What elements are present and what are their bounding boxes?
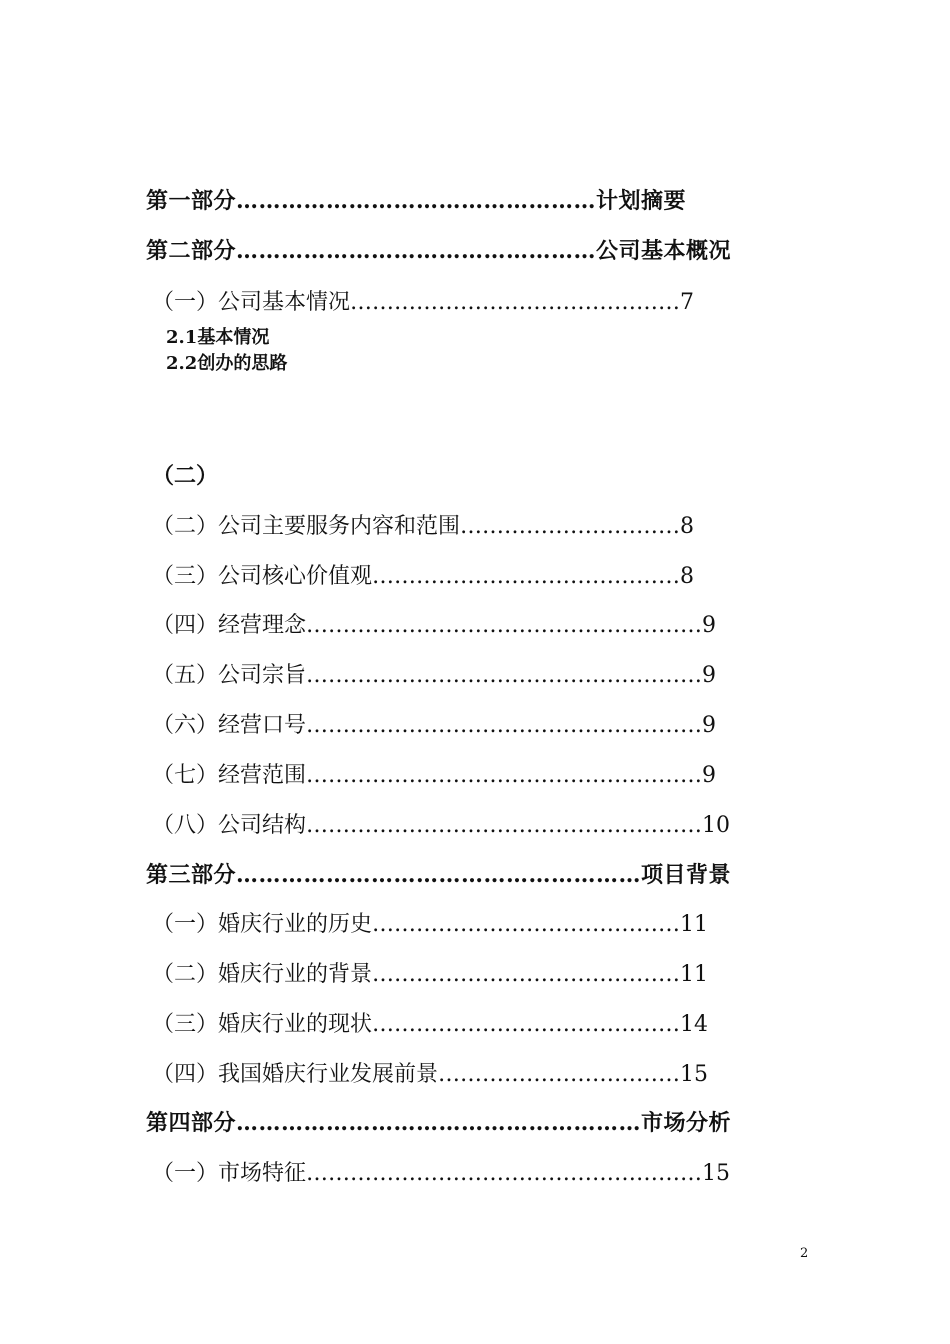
toc-subentry: 2.1基本情况 — [166, 327, 270, 348]
page-number: 2 — [800, 1246, 809, 1261]
toc-entry: （二）婚庆行业的背景……………………………………11 — [152, 962, 708, 987]
toc-entry: （四）我国婚庆行业发展前景……………………………15 — [152, 1062, 708, 1087]
toc-entry: （三）婚庆行业的现状……………………………………14 — [152, 1012, 708, 1037]
toc-part-4: 第四部分………………………………………………市场分析 — [146, 1110, 732, 1136]
toc-heading: （二） — [152, 463, 219, 489]
toc-part-3: 第三部分………………………………………………项目背景 — [146, 862, 732, 888]
toc-part-1: 第一部分…………………………………………计划摘要 — [146, 188, 687, 214]
toc-entry: （六）经营口号………………………………………………9 — [152, 713, 716, 738]
toc-entry: （七）经营范围………………………………………………9 — [152, 763, 716, 788]
toc-subentry: 2.2创办的思路 — [166, 353, 288, 374]
toc-entry: （八）公司结构………………………………………………10 — [152, 813, 730, 838]
toc-entry: （二）公司主要服务内容和范围…………………………8 — [152, 514, 694, 539]
toc-entry: （三）公司核心价值观……………………………………8 — [152, 564, 694, 589]
toc-part-2: 第二部分…………………………………………公司基本概况 — [146, 238, 732, 264]
toc-entry: （五）公司宗旨………………………………………………9 — [152, 663, 716, 688]
toc-entry: （一）公司基本情况………………………………………7 — [152, 290, 694, 315]
toc-entry: （四）经营理念………………………………………………9 — [152, 613, 716, 638]
toc-entry: （一）市场特征………………………………………………15 — [152, 1161, 730, 1186]
toc-entry: （一）婚庆行业的历史……………………………………11 — [152, 912, 708, 937]
